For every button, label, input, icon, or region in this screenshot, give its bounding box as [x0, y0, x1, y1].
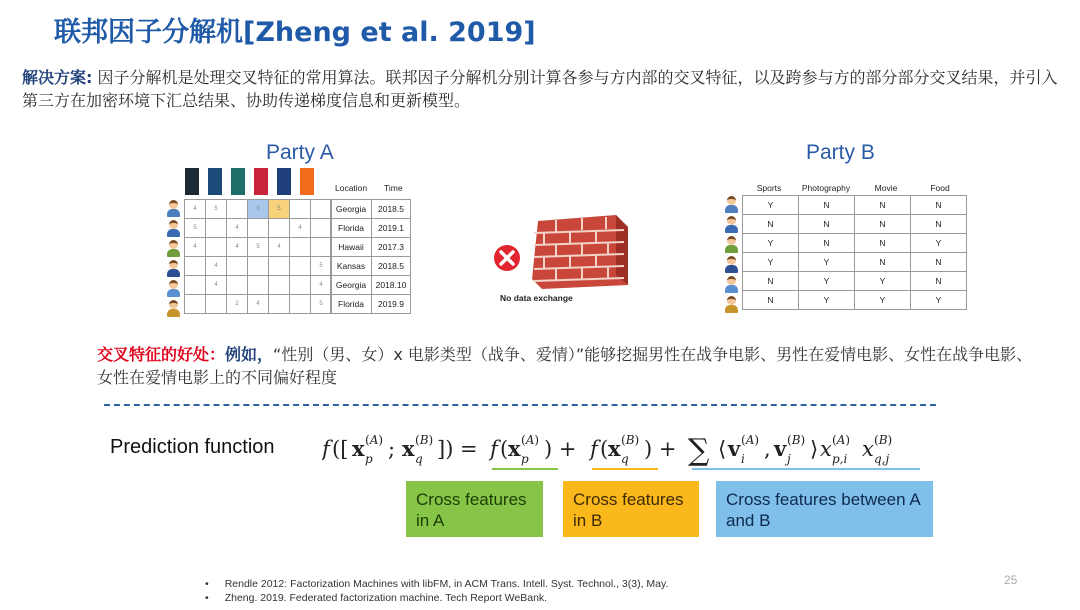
firewall-icon — [520, 213, 632, 291]
user-avatar-icon — [166, 300, 180, 317]
rating-cell: 5 — [311, 257, 332, 276]
user-avatar-icon — [724, 196, 738, 213]
rating-cell — [185, 276, 206, 295]
rating-cell — [290, 276, 311, 295]
svg-text:) +: ) + — [544, 437, 577, 461]
time-cell: 2019.9 — [372, 295, 411, 314]
preference-cell: N — [743, 291, 799, 310]
rating-cell — [206, 295, 227, 314]
preference-cell: N — [743, 272, 799, 291]
rating-cell — [269, 276, 290, 295]
benefit-text: “性别（男、女）x 电影类型（战争、爱情）”能够挖掘男性在战争电影、男性在爱情电影、女性在战争电影、女性在爱情电影上的不同偏好程度 — [97, 345, 1033, 387]
rating-cell: 4 — [227, 219, 248, 238]
cross-features-between-box: Cross features between A and B — [716, 481, 933, 537]
svg-text:f: f — [322, 437, 330, 461]
svg-text:⟨: ⟨ — [718, 437, 727, 461]
book-cover-icon — [254, 168, 268, 195]
svg-text:([: ([ — [332, 437, 349, 461]
rating-cell — [248, 257, 269, 276]
svg-text:(B): (B) — [621, 433, 640, 447]
rating-cell — [227, 276, 248, 295]
svg-text:f: f — [590, 437, 598, 461]
rating-cell — [206, 238, 227, 257]
prediction-function-label: Prediction function — [110, 436, 275, 458]
location-cell: Georgia — [331, 276, 372, 295]
location-row — [331, 200, 411, 219]
benefit-label: 交叉特征的好处： — [97, 345, 226, 364]
ratings-row — [185, 276, 332, 295]
preference-cell: N — [911, 253, 967, 272]
rating-cell — [248, 276, 269, 295]
svg-text:x: x — [508, 436, 521, 461]
svg-text:∑: ∑ — [688, 433, 710, 468]
svg-text:x: x — [608, 436, 621, 461]
svg-text:(B): (B) — [415, 433, 434, 447]
location-cell: Hawaii — [331, 238, 372, 257]
book-cover-icon — [185, 168, 199, 195]
location-time-table — [330, 199, 411, 314]
party-a-title: Party A — [266, 141, 334, 164]
preference-cell: N — [855, 253, 911, 272]
preference-header: Sports — [756, 183, 782, 193]
preference-row — [743, 291, 967, 310]
rating-cell: 4 — [311, 276, 332, 295]
svg-text:,: , — [764, 437, 771, 461]
rating-cell — [227, 200, 248, 219]
location-cell: Florida — [331, 219, 372, 238]
rating-cell — [311, 219, 332, 238]
svg-text:(A): (A) — [832, 433, 851, 447]
rating-cell: 3 — [248, 200, 269, 219]
svg-text:(: ( — [500, 437, 509, 461]
book-cover-icon — [208, 168, 222, 195]
ratings-row — [185, 295, 332, 314]
svg-text:(B): (B) — [874, 433, 893, 447]
rating-cell: 5 — [248, 238, 269, 257]
ratings-row — [185, 238, 332, 257]
svg-text:q: q — [415, 452, 423, 466]
preference-cell: N — [799, 215, 855, 234]
no-entry-icon — [492, 243, 522, 273]
rating-cell: 2 — [227, 295, 248, 314]
rating-cell — [269, 295, 290, 314]
rating-cell — [311, 200, 332, 219]
rating-cell: 4 — [290, 219, 311, 238]
rating-cell — [269, 219, 290, 238]
user-avatar-icon — [724, 276, 738, 293]
preference-cell: Y — [743, 253, 799, 272]
no-data-exchange-label: No data exchange — [500, 293, 573, 303]
svg-text:x: x — [862, 437, 874, 461]
prediction-formula — [322, 424, 922, 476]
location-row — [331, 295, 411, 314]
svg-text:p: p — [521, 452, 529, 466]
user-avatar-icon — [724, 236, 738, 253]
party-b-title: Party B — [806, 141, 875, 164]
rating-cell — [206, 219, 227, 238]
ratings-row — [185, 200, 332, 219]
user-avatar-icon — [166, 240, 180, 257]
svg-text:x: x — [820, 437, 832, 461]
preference-row — [743, 234, 967, 253]
rating-cell — [290, 257, 311, 276]
rating-cell — [290, 200, 311, 219]
rating-cell — [248, 219, 269, 238]
user-avatar-icon — [166, 200, 180, 217]
rating-cell — [290, 295, 311, 314]
rating-cell — [185, 257, 206, 276]
svg-text:x: x — [352, 436, 365, 461]
rating-cell: 4 — [269, 238, 290, 257]
book-cover-icon — [300, 168, 314, 195]
preference-cell: Y — [911, 291, 967, 310]
location-cell: Florida — [331, 295, 372, 314]
rating-cell: 5 — [206, 200, 227, 219]
time-cell: 2018.5 — [372, 257, 411, 276]
svg-text:;: ; — [388, 437, 396, 461]
preference-row — [743, 272, 967, 291]
rating-cell — [227, 257, 248, 276]
preference-table — [742, 195, 967, 310]
time-cell: 2019.1 — [372, 219, 411, 238]
preference-header: Food — [930, 183, 950, 193]
cross-features-a-box: Cross features in A — [406, 481, 543, 537]
example-label: 例如， — [225, 345, 274, 364]
preference-cell: Y — [743, 196, 799, 215]
preference-row — [743, 253, 967, 272]
svg-text:(: ( — [600, 437, 609, 461]
preference-cell: N — [911, 196, 967, 215]
time-header: Time — [384, 183, 403, 193]
preference-cell: N — [799, 196, 855, 215]
preference-header: Movie — [874, 183, 898, 193]
rating-cell: 5 — [185, 219, 206, 238]
preference-cell: Y — [743, 234, 799, 253]
intro-paragraph — [22, 66, 1067, 112]
rating-cell — [185, 295, 206, 314]
reference-item: • Rendle 2012: Factorization Machines with libFM, in ACM Trans. Intell. Syst. Technol., 3(3), May. — [205, 577, 668, 591]
location-header: Location — [335, 183, 368, 193]
benefit-paragraph — [97, 343, 1037, 389]
svg-text:x: x — [402, 436, 415, 461]
preference-header: Photography — [801, 183, 851, 193]
rating-cell: 4 — [227, 238, 248, 257]
preference-cell: Y — [799, 272, 855, 291]
rating-cell — [290, 238, 311, 257]
svg-text:i: i — [741, 452, 745, 466]
book-cover-icon — [277, 168, 291, 195]
preference-cell: Y — [855, 272, 911, 291]
svg-text:(A): (A) — [521, 433, 540, 447]
location-row — [331, 257, 411, 276]
rating-cell: 5 — [311, 295, 332, 314]
slide-title: 联邦因子分解机[Zheng et al. 2019] — [54, 17, 536, 48]
svg-text:q: q — [621, 452, 629, 466]
location-cell: Kansas — [331, 257, 372, 276]
preference-cell: Y — [911, 234, 967, 253]
time-cell: 2017.3 — [372, 238, 411, 257]
preference-cell: N — [743, 215, 799, 234]
dashed-divider — [104, 404, 936, 406]
rating-cell — [269, 257, 290, 276]
rating-cell: 4 — [185, 200, 206, 219]
rating-cell: 4 — [185, 238, 206, 257]
preference-cell: N — [911, 215, 967, 234]
user-avatar-icon — [166, 220, 180, 237]
svg-text:v: v — [774, 436, 787, 461]
page-number: 25 — [1004, 573, 1018, 587]
svg-text:j: j — [787, 452, 791, 466]
svg-text:p: p — [365, 452, 373, 466]
svg-text:f: f — [490, 437, 498, 461]
rating-cell: 4 — [206, 276, 227, 295]
book-cover-icon — [231, 168, 245, 195]
rating-cell: 4 — [206, 257, 227, 276]
preference-cell: N — [855, 234, 911, 253]
preference-row — [743, 196, 967, 215]
user-avatar-icon — [166, 280, 180, 297]
svg-text:v: v — [728, 436, 741, 461]
references — [205, 577, 668, 605]
ratings-row — [185, 257, 332, 276]
svg-text:(A): (A) — [365, 433, 384, 447]
svg-text:(A): (A) — [741, 433, 760, 447]
preference-cell: Y — [855, 291, 911, 310]
reference-item: • Zheng. 2019. Federated factorization machine. Tech Report WeBank. — [205, 591, 668, 605]
preference-cell: N — [799, 234, 855, 253]
location-cell: Georgia — [331, 200, 372, 219]
intro-text: 因子分解机是处理交叉特征的常用算法。联邦因子分解机分别计算各参与方内部的交叉特征，以及跨参与方的部分部分交叉结果，并引入第三方在加密环境下汇总结果、协助传递梯度信息和更新模型。 — [22, 68, 1058, 110]
svg-text:(B): (B) — [787, 433, 806, 447]
preference-cell: N — [855, 215, 911, 234]
location-row — [331, 276, 411, 295]
cross-features-b-box: Cross features in B — [563, 481, 699, 537]
preference-cell: N — [855, 196, 911, 215]
rating-cell: 4 — [248, 295, 269, 314]
svg-text:]) =: ]) = — [437, 437, 478, 461]
ratings-matrix — [184, 199, 332, 314]
user-avatar-icon — [724, 216, 738, 233]
svg-text:p,i: p,i — [832, 452, 848, 466]
user-avatar-icon — [724, 296, 738, 313]
svg-text:q,j: q,j — [874, 452, 890, 466]
svg-text:) +: ) + — [644, 437, 677, 461]
preference-row — [743, 215, 967, 234]
location-row — [331, 219, 411, 238]
time-cell: 2018.10 — [372, 276, 411, 295]
preference-cell: Y — [799, 291, 855, 310]
user-avatar-icon — [166, 260, 180, 277]
preference-cell: N — [911, 272, 967, 291]
rating-cell: 5 — [269, 200, 290, 219]
rating-cell — [311, 238, 332, 257]
ratings-row — [185, 219, 332, 238]
location-row — [331, 238, 411, 257]
intro-label: 解决方案: — [22, 68, 93, 87]
time-cell: 2018.5 — [372, 200, 411, 219]
svg-text:⟩: ⟩ — [810, 437, 819, 461]
preference-cell: Y — [799, 253, 855, 272]
user-avatar-icon — [724, 256, 738, 273]
